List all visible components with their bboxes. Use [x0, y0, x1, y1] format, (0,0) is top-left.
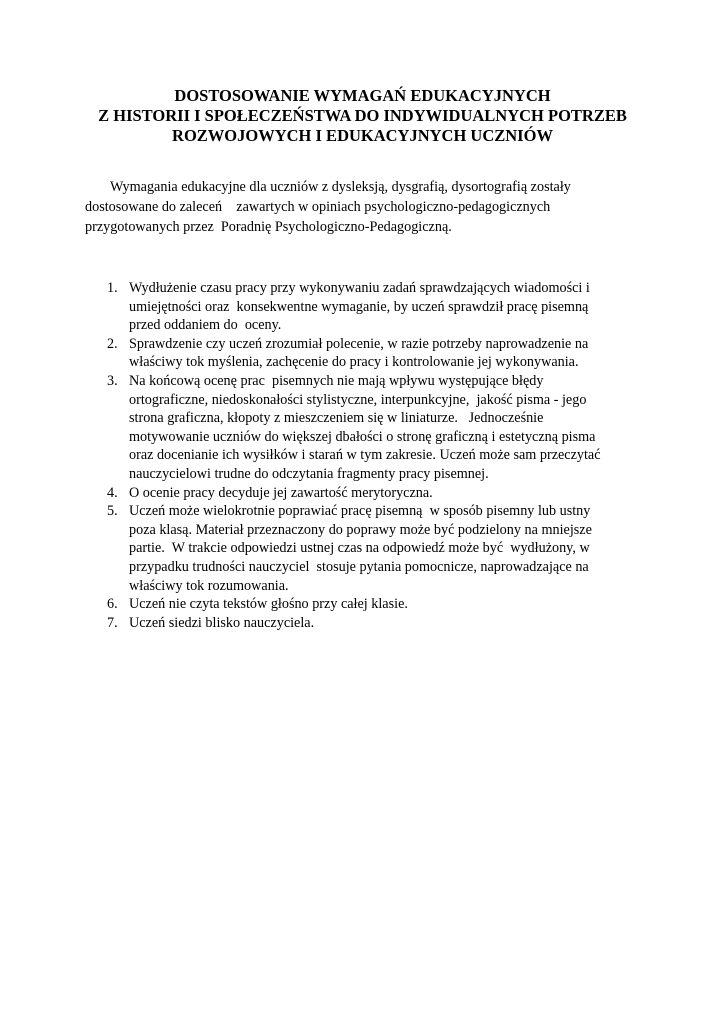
intro-line: Wymagania edukacyjne dla uczniów z dysleksją, dysgrafią, dysortografią zostały	[110, 179, 571, 195]
list-item-line: motywowanie uczniów do większej dbałości o stronę graficzną i estetyczną pisma	[129, 428, 596, 445]
list-item	[85, 614, 665, 633]
list-item-number: 1.	[107, 280, 118, 296]
title-line: DOSTOSOWANIE WYMAGAŃ EDUKACYJNYCH	[174, 86, 551, 105]
list-item-line: przed oddaniem do oceny.	[129, 317, 282, 334]
list-item	[85, 279, 665, 335]
list-item-line: ortograficzne, niedoskonałości stylistyczne, interpunkcyjne, jakość pisma - jego	[129, 391, 587, 408]
list-item-number: 3.	[107, 372, 118, 389]
list-item-line: nauczycielowi trudne do odczytania fragmenty pracy pisemnej.	[129, 465, 489, 482]
list-item-line: właściwy tok myślenia, zachęcenie do pracy i kontrolowanie jej wykonywania.	[129, 354, 579, 371]
document-title	[60, 86, 665, 146]
list-item-line: właściwy tok rozumowania.	[129, 577, 289, 594]
list-item-number: 6.	[107, 596, 118, 613]
list-item-line: Sprawdzenie czy uczeń zrozumiał polecenie, w razie potrzeby naprowadzenie na	[129, 335, 589, 352]
list-item-number: 5.	[107, 503, 118, 520]
list-item	[85, 595, 665, 614]
list-item	[85, 335, 665, 372]
list-item-line: umiejętności oraz konsekwentne wymaganie, by uczeń sprawdził pracę pisemną	[129, 298, 589, 315]
list-item	[85, 502, 665, 595]
title-line: ROZWOJOWYCH I EDUKACYJNYCH UCZNIÓW	[172, 126, 553, 145]
list-item	[85, 484, 665, 503]
list-item-line: Na końcową ocenę prac pisemnych nie mają wpływu występujące błędy	[129, 372, 544, 389]
list-item-line: Uczeń nie czyta tekstów głośno przy całej klasie.	[129, 596, 408, 613]
list-item-line: strona graficzna, kłopoty z mieszczeniem się w liniaturze. Jednocześnie	[129, 410, 544, 427]
list-item-line: Uczeń może wielokrotnie poprawiać pracę pisemną w sposób pisemny lub ustny	[129, 503, 591, 520]
list-item-line: partie. W trakcie odpowiedzi ustnej czas na odpowiedź może być wydłużony, w	[129, 540, 590, 557]
list-item-line: Uczeń siedzi blisko nauczyciela.	[129, 614, 315, 631]
list-item-number: 7.	[107, 614, 118, 631]
list-item	[85, 372, 665, 484]
list-item-line: poza klasą. Materiał przeznaczony do poprawy może być podzielony na mniejsze	[129, 521, 592, 538]
list-item-line: O ocenie pracy decyduje jej zawartość merytoryczna.	[129, 484, 433, 501]
list-item-number: 4.	[107, 484, 118, 501]
list-item-number: 2.	[107, 335, 118, 352]
requirements-list	[85, 279, 665, 632]
list-item-line: Wydłużenie czasu pracy przy wykonywaniu zadań sprawdzających wiadomości i	[129, 280, 590, 296]
title-line: Z HISTORII I SPOŁECZEŃSTWA DO INDYWIDUALNYCH POTRZEB	[98, 106, 627, 125]
list-item-line: oraz docenianie ich wysiłków i starań w tym zakresie. Uczeń może sam przeczytać	[129, 447, 601, 464]
list-item-line: przypadku trudności nauczyciel stosuje pytania pomocnicze, naprowadzające na	[129, 558, 589, 575]
intro-line: przygotowanych przez Poradnię Psychologiczno-Pedagogiczną.	[85, 219, 452, 235]
intro-paragraph	[85, 177, 645, 237]
intro-line: dostosowane do zaleceń zawartych w opiniach psychologiczno-pedagogicznych	[85, 199, 551, 215]
